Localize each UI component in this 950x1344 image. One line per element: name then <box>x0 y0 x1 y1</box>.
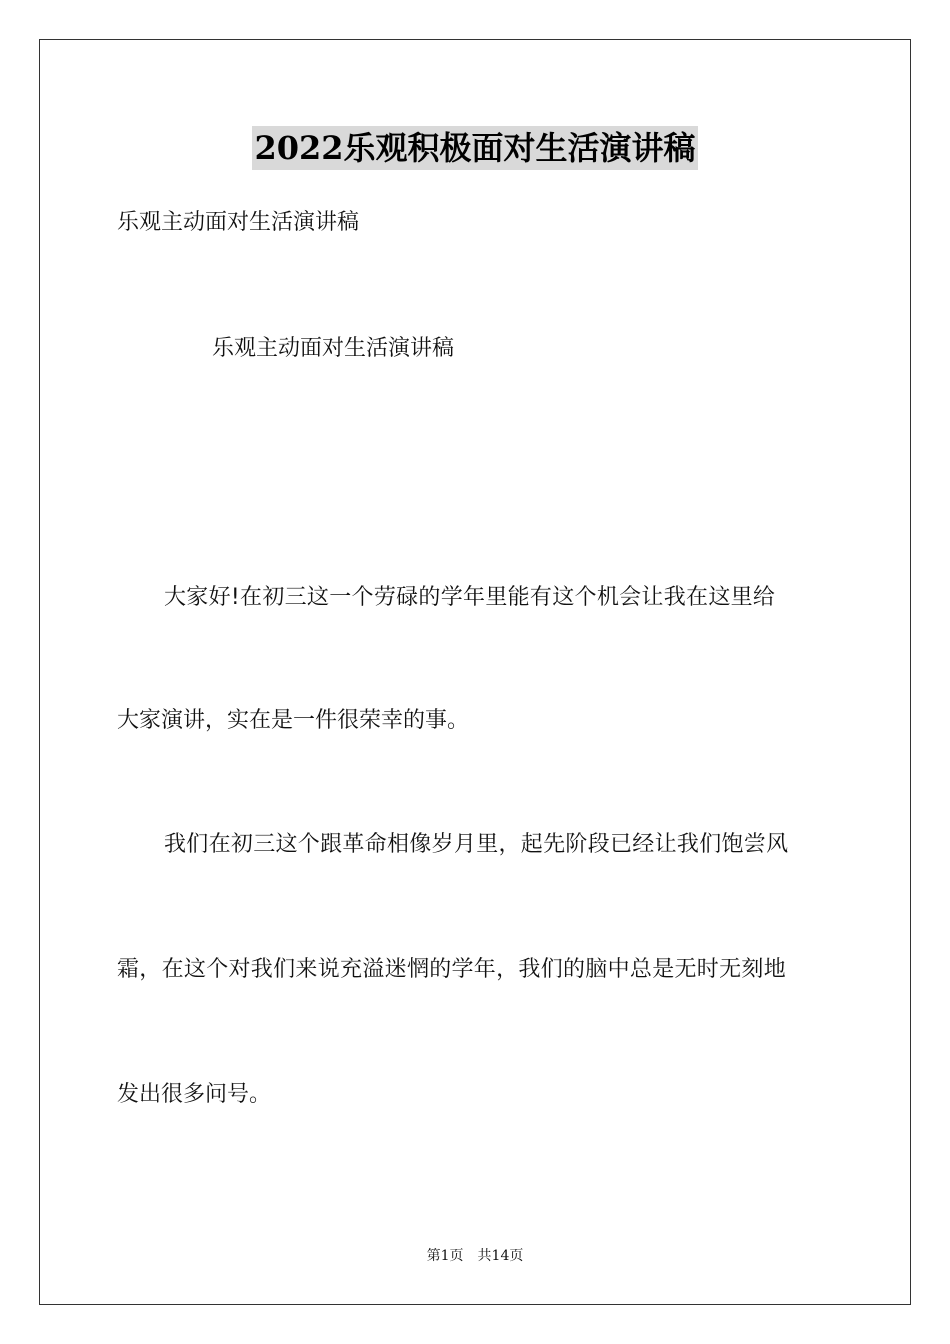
subtitle-line: 乐观主动面对生活演讲稿 <box>117 210 360 235</box>
subtitle-indented-line: 乐观主动面对生活演讲稿 <box>212 336 455 361</box>
paragraph-2-line-1: 我们在初三这个跟革命相像岁月里，起先阶段已经让我们饱尝风 <box>164 832 789 857</box>
paragraph-1-line-2: 大家演讲，实在是一件很荣幸的事。 <box>117 708 470 733</box>
title-container <box>0 126 950 170</box>
paragraph-2-line-3: 发出很多问号。 <box>117 1082 272 1107</box>
document-title: 2022乐观积极面对生活演讲稿 <box>252 126 697 170</box>
paragraph-2-line-2: 霜，在这个对我们来说充溢迷惘的学年，我们的脑中总是无时无刻地 <box>117 957 787 982</box>
paragraph-1-line-1: 大家好!在初三这一个劳碌的学年里能有这个机会让我在这里给 <box>164 585 776 610</box>
page-number-footer: 第1页 共14页 <box>426 1248 524 1264</box>
